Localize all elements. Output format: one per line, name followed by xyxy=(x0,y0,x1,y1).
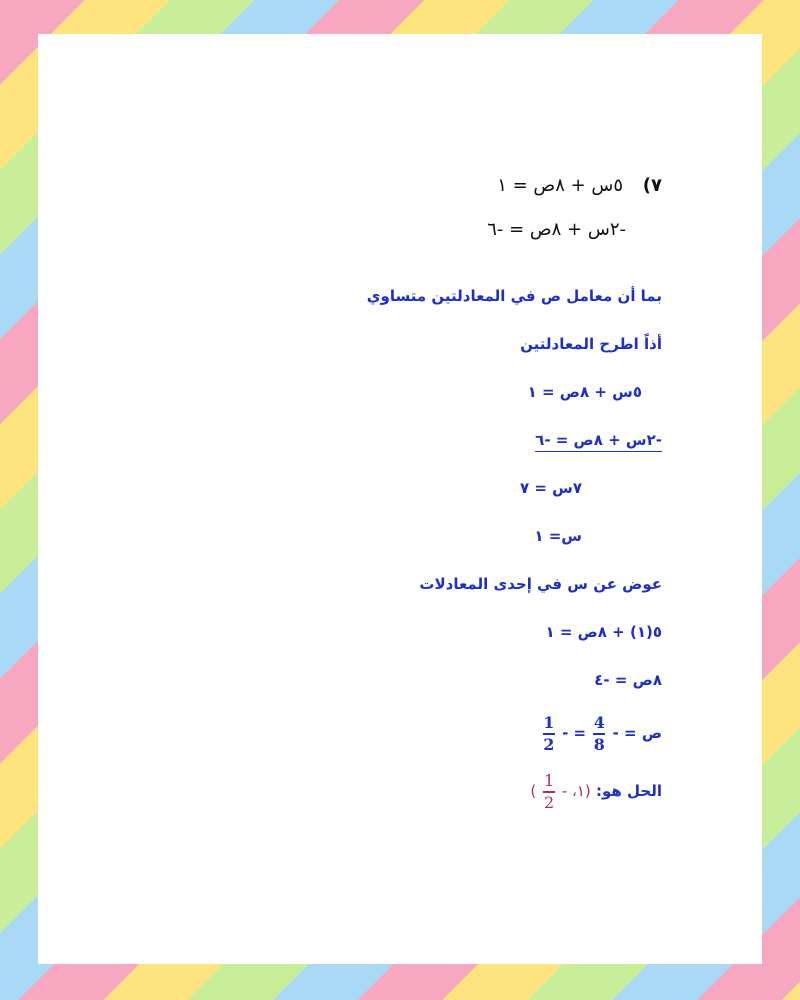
solution-line-5: ٧س = ٧ xyxy=(519,479,582,497)
equation-2: -٢س + ٨ص = -٦ xyxy=(487,219,626,240)
solution-line-10 xyxy=(102,704,662,762)
fraction-one-half xyxy=(543,712,555,754)
question-line-2 xyxy=(102,208,662,252)
answer-line xyxy=(102,762,662,820)
y-equals: ص = - xyxy=(612,724,662,742)
solution-line-7: عوض عن س في إحدى المعادلات xyxy=(419,575,662,593)
question-line-1 xyxy=(102,164,662,208)
equation-1: ٥س + ٨ص = ١ xyxy=(497,175,624,196)
equals-minus: = - xyxy=(562,724,587,742)
solution-line-8: ٥(١) + ٨ص = ١ xyxy=(545,623,662,641)
fraction-numerator: 4 xyxy=(593,712,605,732)
fraction-numerator: 1 xyxy=(543,712,555,732)
answer-label: الحل هو: xyxy=(596,782,662,800)
solution-line-9: ٨ص = -٤ xyxy=(594,671,662,689)
solution-line-6: س= ١ xyxy=(534,527,582,545)
fraction-denominator: 2 xyxy=(543,734,555,754)
fraction-denominator: 8 xyxy=(593,734,605,754)
solution-line-2: أذاً اطرح المعادلتين xyxy=(520,335,662,353)
solution-line-1: بما أن معامل ص في المعادلتين متساوي xyxy=(366,287,662,305)
question-number: ٧) xyxy=(642,175,662,196)
answer-fraction: $\frac{1}{2}$ xyxy=(543,770,555,812)
subtracted-equation: -٢س + ٨ص = -٦ xyxy=(535,431,662,449)
solution-line-3: ٥س + ٨ص = ١ xyxy=(527,383,642,401)
solution-line-4 xyxy=(102,416,662,464)
worked-example xyxy=(102,164,662,820)
page xyxy=(38,34,762,964)
fraction-four-eighths xyxy=(593,712,605,754)
answer-value: (١، - $\frac{1}{2}$ ) xyxy=(530,770,591,812)
